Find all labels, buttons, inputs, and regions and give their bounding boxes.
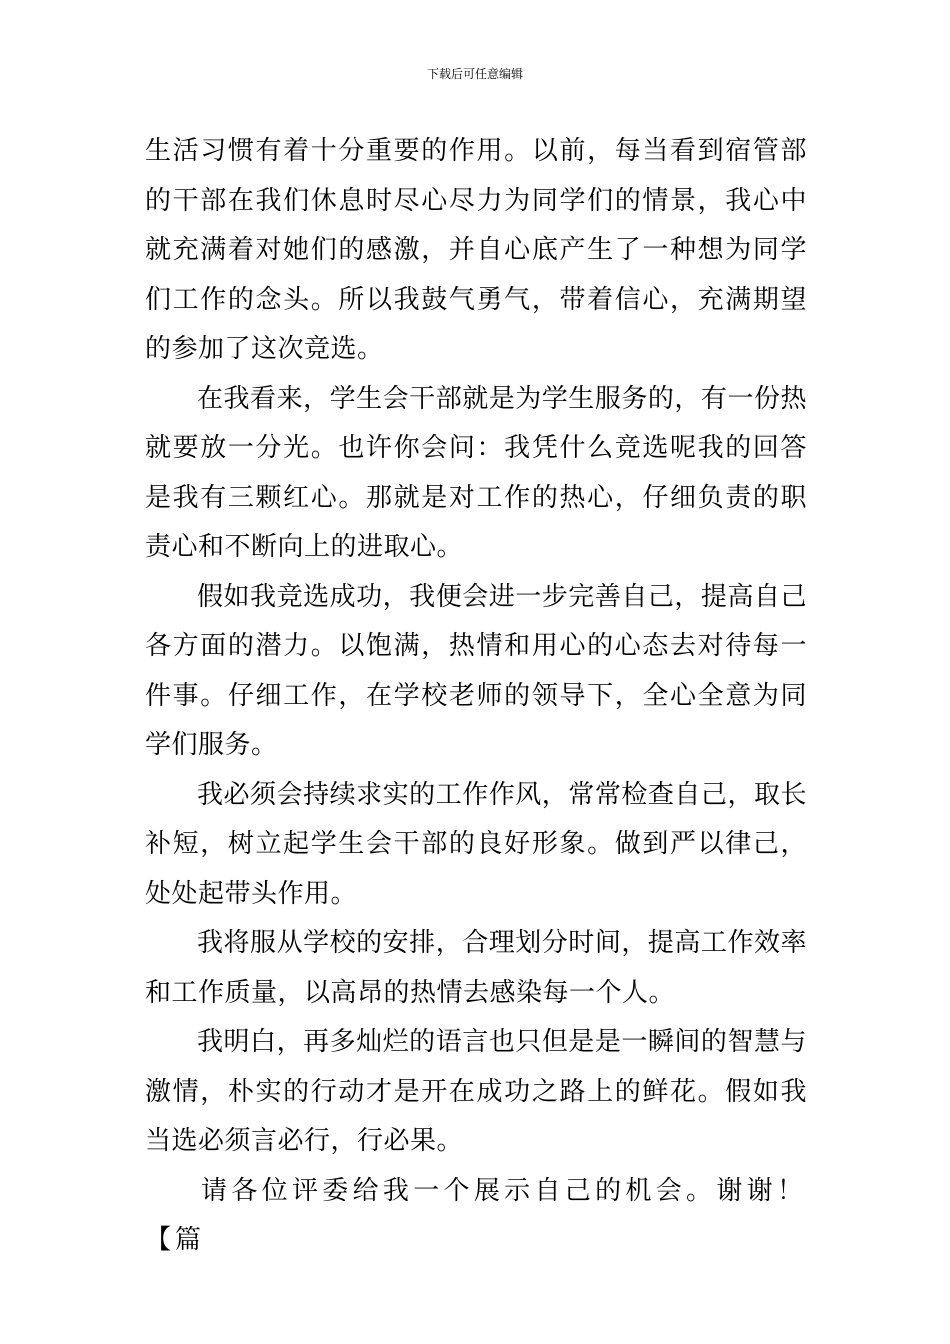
paragraph-work-style: 我必须会持续求实的工作作风，常常检查自己，取长补短，树立起学生会干部的良好形象。做到严以律己，处处起带头作用。 [145, 779, 807, 909]
document-body [145, 127, 807, 1266]
paragraph-closing: 请各位评委给我一个展示自己的机会。谢谢！【篇 [145, 1175, 807, 1255]
paragraph-action: 我明白，再多灿烂的语言也只但是是一瞬间的智慧与激情，朴实的行动才是开在成功之路上的鲜花。假如我当选必须言必行，行必果。 [145, 1027, 807, 1156]
header-note: 下载后可任意编辑 [426, 67, 523, 81]
paragraph-continuation: 生活习惯有着十分重要的作用。以前，每当看到宿管部的干部在我们休息时尽心尽力为同学们的情景，我心中就充满着对她们的感激，并自心底产生了一种想为同学们工作的念头。所以我鼓气勇气，带着信心，充满期望的参加了这次竞选。 [145, 136, 807, 364]
paragraph-service: 在我看来，学生会干部就是为学生服务的，有一份热就要放一分光。也许你会问：我凭什么竞选呢我的回答是我有三颗红心。那就是对工作的热心，仔细负责的职责心和不断向上的进取心。 [145, 383, 807, 562]
paragraph-schedule: 我将服从学校的安排，合理划分时间，提高工作效率和工作质量，以高昂的热情去感染每一个人。 [145, 928, 807, 1008]
paragraph-if-elected: 假如我竞选成功，我便会进一步完善自己，提高自己各方面的潜力。以饱满，热情和用心的心态去对待每一件事。仔细工作，在学校老师的领导下，全心全意为同学们服务。 [145, 581, 807, 760]
